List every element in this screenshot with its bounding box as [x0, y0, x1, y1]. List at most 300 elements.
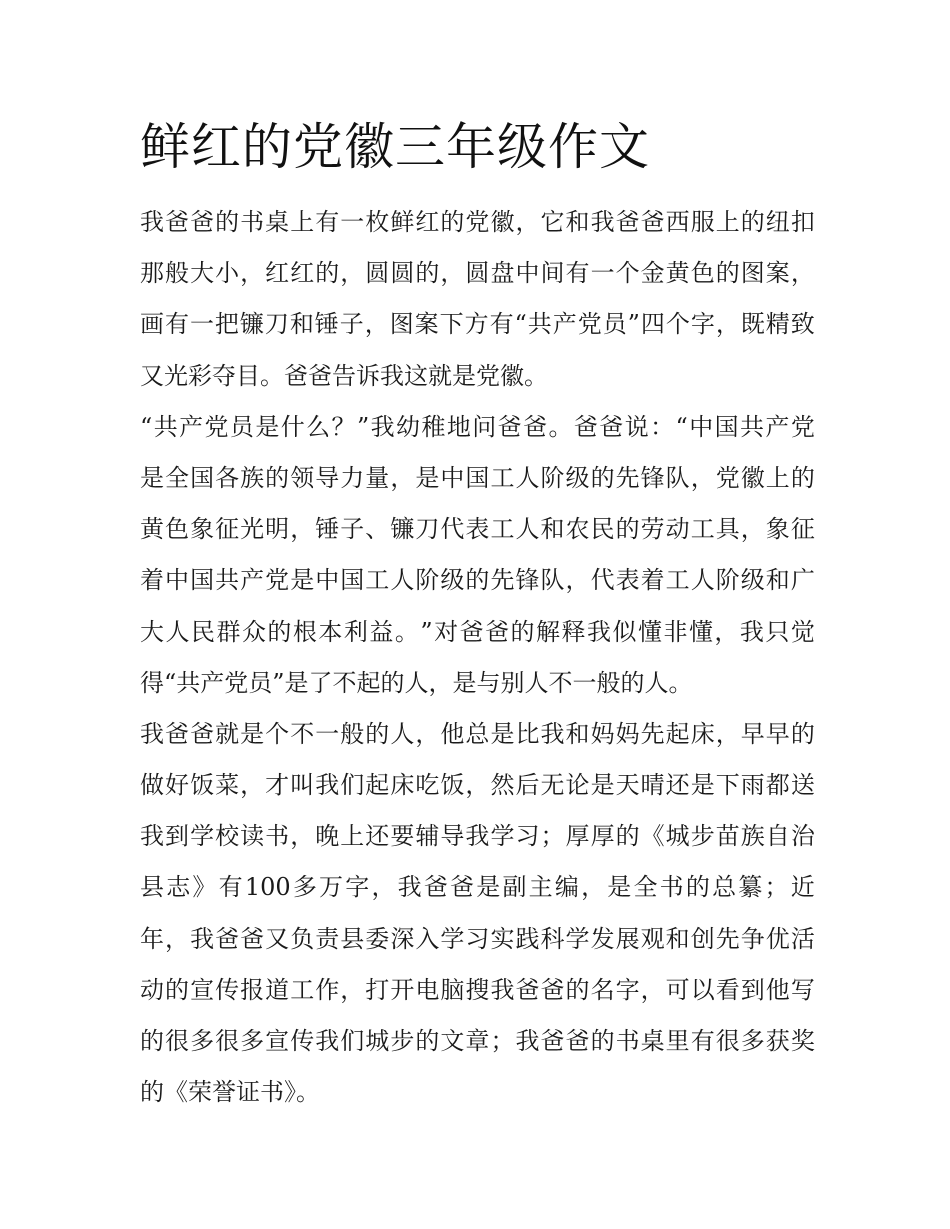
line-glyph: 全	[165, 463, 190, 492]
essay-body	[140, 197, 815, 1118]
line-glyph: 共	[215, 566, 240, 595]
line-glyph: 似	[612, 617, 637, 646]
text-line	[140, 1016, 815, 1067]
line-glyph: 人	[515, 463, 540, 492]
line-glyph: 具	[715, 515, 740, 544]
line-glyph: 刀	[264, 310, 289, 339]
text-line	[140, 197, 815, 248]
line-glyph: 书	[265, 822, 290, 851]
line-glyph: 红	[290, 259, 315, 288]
text-line	[140, 760, 815, 811]
line-glyph: 不	[290, 719, 315, 748]
line-glyph: 争	[740, 924, 765, 953]
line-glyph: 既	[740, 310, 765, 339]
line-glyph: 书	[240, 208, 265, 236]
line-glyph: 科	[540, 924, 565, 953]
line-glyph: 员	[229, 412, 254, 441]
line-glyph: 看	[715, 975, 740, 1004]
line-glyph: 党	[577, 310, 602, 339]
line-glyph: 爸	[515, 975, 540, 1004]
line-glyph: 他	[440, 719, 465, 748]
line-glyph: 爸	[450, 873, 475, 902]
line-glyph: 上	[340, 822, 365, 851]
line-glyph: ？	[331, 412, 356, 441]
line-glyph: 色	[690, 259, 715, 288]
line-glyph: 中	[165, 566, 190, 595]
line-glyph: 它	[540, 208, 565, 236]
line-glyph: 搜	[465, 975, 490, 1004]
line-glyph: 中	[440, 463, 465, 492]
line-glyph: 学	[440, 924, 465, 953]
line-glyph: ，	[790, 259, 815, 288]
line-glyph: 传	[215, 975, 240, 1004]
line-glyph: 服	[690, 208, 715, 236]
line-glyph: 的	[510, 617, 535, 646]
line-glyph: 我	[370, 412, 395, 441]
line-glyph: ，	[515, 208, 540, 236]
line-glyph: 城	[665, 822, 690, 851]
line-glyph: 方	[464, 310, 489, 339]
line-glyph: 小	[215, 259, 240, 288]
line-glyph: 间	[540, 259, 565, 288]
line-glyph: 纽	[765, 208, 790, 236]
line-glyph: 字	[345, 873, 370, 902]
line-glyph: 党	[265, 566, 290, 595]
line-glyph: 委	[365, 924, 390, 953]
line-glyph: 先	[615, 463, 640, 492]
line-glyph: 治	[790, 822, 815, 851]
line-glyph: 无	[540, 771, 565, 800]
line-glyph: 动	[140, 975, 164, 1004]
line-glyph: 创	[690, 924, 715, 953]
line-glyph: 子	[340, 515, 365, 544]
line-glyph: 们	[340, 771, 365, 800]
line-glyph: 送	[790, 771, 815, 800]
line-glyph: 和	[540, 515, 565, 544]
line-glyph: 然	[490, 771, 515, 800]
line-glyph: 子	[339, 310, 364, 339]
line-glyph: 副	[502, 873, 527, 902]
line-glyph: 劳	[640, 515, 665, 544]
line-glyph: 们	[340, 1027, 365, 1055]
line-glyph: 宣	[190, 975, 215, 1004]
line-glyph: 上	[765, 463, 790, 492]
line-glyph: 早	[765, 719, 790, 748]
line-glyph: 国	[340, 566, 365, 595]
line-glyph: 共	[527, 310, 552, 339]
line-glyph: 以	[690, 975, 715, 1004]
line-glyph: ，	[364, 310, 389, 339]
line-glyph: 群	[216, 617, 241, 646]
line-glyph: 圆	[465, 259, 490, 288]
line-glyph: 徽	[490, 208, 515, 236]
line-glyph: 我	[140, 719, 164, 748]
line-glyph: “	[140, 412, 153, 441]
line-glyph: ；	[764, 873, 789, 902]
line-glyph: 是	[690, 771, 715, 800]
line-glyph: 先	[640, 719, 665, 748]
line-glyph: 爸	[615, 208, 640, 236]
line-glyph: 奖	[790, 1027, 815, 1055]
line-glyph: 《	[640, 822, 665, 851]
line-glyph: 的	[165, 975, 190, 1004]
line-glyph: 后	[515, 771, 540, 800]
line-glyph: 。	[548, 412, 573, 441]
line-glyph: 是	[140, 463, 164, 492]
line-glyph: 多	[740, 1027, 765, 1055]
line-glyph: 个	[615, 259, 640, 288]
line-text: 的《荣誉证书》。	[140, 1078, 320, 1107]
line-glyph: 近	[790, 873, 815, 902]
line-glyph: 早	[740, 719, 765, 748]
line-glyph: 爸	[573, 412, 598, 441]
line-glyph: 编	[554, 873, 579, 902]
line-glyph: 展	[615, 924, 640, 953]
line-glyph: 本	[318, 617, 343, 646]
line-glyph: 天	[615, 771, 640, 800]
line-glyph: 章	[465, 1027, 490, 1055]
line-glyph: 就	[215, 719, 240, 748]
line-glyph: 实	[490, 924, 515, 953]
line-glyph: 么	[306, 412, 331, 441]
line-glyph: 我	[590, 208, 615, 236]
text-line	[140, 351, 815, 402]
line-glyph: 和	[565, 719, 590, 748]
line-glyph: 的	[615, 515, 640, 544]
line-glyph: 对	[434, 617, 459, 646]
line-glyph: 中	[689, 412, 714, 441]
line-glyph: 有	[565, 259, 590, 288]
line-glyph: 总	[465, 719, 490, 748]
line-glyph: 党	[465, 208, 490, 236]
line-glyph: 一	[189, 310, 214, 339]
line-glyph: 菜	[215, 771, 240, 800]
line-glyph: 鲜	[390, 208, 415, 236]
text-line	[140, 607, 815, 658]
line-glyph: 道	[265, 975, 290, 1004]
text-line	[140, 402, 815, 453]
line-glyph: 的	[740, 208, 765, 236]
line-glyph: 阶	[715, 566, 740, 595]
line-glyph: 镰	[239, 310, 264, 339]
line-glyph: 电	[415, 975, 440, 1004]
line-glyph: 的	[365, 719, 390, 748]
line-glyph: 领	[290, 463, 315, 492]
line-glyph: 问	[472, 412, 497, 441]
line-glyph: 队	[540, 566, 565, 595]
line-glyph: 图	[740, 259, 765, 288]
line-glyph: 到	[740, 975, 765, 1004]
line-glyph: 懂	[637, 617, 662, 646]
line-glyph: 中	[515, 259, 540, 288]
line-glyph: 黄	[665, 259, 690, 288]
line-glyph: 级	[440, 566, 465, 595]
line-glyph: 西	[665, 208, 690, 236]
line-glyph: 工	[365, 566, 390, 595]
line-glyph: 众	[241, 617, 266, 646]
line-glyph: ，	[340, 259, 365, 288]
line-glyph: 队	[665, 463, 690, 492]
line-glyph: 爸	[165, 719, 190, 748]
line-glyph: 脑	[440, 975, 465, 1004]
line-glyph: 纂	[738, 873, 763, 902]
line-glyph: 锤	[314, 310, 339, 339]
line-glyph: 下	[439, 310, 464, 339]
line-glyph: 爸	[540, 975, 565, 1004]
line-glyph: ：	[650, 412, 675, 441]
line-glyph: 个	[665, 310, 690, 339]
line-glyph: 着	[140, 566, 164, 595]
line-glyph: 黄	[140, 515, 164, 544]
line-glyph: 工	[490, 463, 515, 492]
line-glyph: 族	[240, 463, 265, 492]
line-glyph: 精	[765, 310, 790, 339]
line-glyph: 很	[715, 1027, 740, 1055]
line-glyph: 上	[290, 208, 315, 236]
line-glyph: 产	[552, 310, 577, 339]
text-line	[140, 658, 815, 709]
line-glyph: 只	[765, 617, 790, 646]
line-glyph: 的	[615, 822, 640, 851]
line-glyph: 他	[765, 975, 790, 1004]
line-glyph: ，	[440, 259, 465, 288]
line-glyph: ，	[290, 822, 315, 851]
line-glyph: ，	[165, 924, 190, 953]
line-glyph: 益	[369, 617, 394, 646]
line-glyph: 习	[465, 924, 490, 953]
line-glyph: 共	[740, 412, 764, 441]
line-glyph: ，	[390, 463, 415, 492]
line-glyph: 国	[190, 566, 215, 595]
line-glyph: 文	[440, 1027, 465, 1055]
line-glyph: 根	[292, 617, 317, 646]
line-glyph: 我	[140, 822, 164, 851]
line-glyph: 征	[790, 515, 815, 544]
line-glyph: 的	[440, 208, 465, 236]
line-glyph: 光	[240, 515, 265, 544]
line-glyph: 书	[659, 873, 684, 902]
line-glyph: 习	[515, 822, 540, 851]
line-glyph: 辅	[415, 822, 440, 851]
line-glyph: 是	[415, 463, 440, 492]
line-glyph: ，	[640, 975, 665, 1004]
line-glyph: 的	[590, 463, 615, 492]
line-glyph: 妈	[590, 719, 615, 748]
line-glyph: 还	[365, 822, 390, 851]
line-glyph: 名	[590, 975, 615, 1004]
line-glyph: 爸	[599, 412, 624, 441]
line-glyph: 是	[290, 566, 315, 595]
line-glyph: 导	[315, 463, 340, 492]
line-glyph: 盘	[490, 259, 515, 288]
line-glyph: 县	[340, 924, 365, 953]
line-glyph: 国	[714, 412, 739, 441]
line-glyph: ，	[340, 975, 365, 1004]
line-glyph: 明	[265, 515, 290, 544]
line-glyph: 写	[790, 975, 815, 1004]
line-glyph: 校	[215, 822, 240, 851]
line-glyph: 幼	[396, 412, 421, 441]
line-glyph: ”	[627, 310, 640, 339]
line-glyph: 比	[515, 719, 540, 748]
line-glyph: 国	[190, 463, 215, 492]
line-glyph: 着	[640, 566, 665, 595]
line-glyph: 致	[790, 310, 815, 339]
text-line	[140, 453, 815, 504]
text-line	[140, 299, 815, 350]
line-glyph: 。	[394, 617, 419, 646]
line-glyph: 爸	[497, 412, 522, 441]
line-glyph: ，	[690, 463, 715, 492]
line-glyph: 有	[690, 1027, 715, 1055]
line-glyph: 县	[140, 873, 164, 902]
line-glyph: 和	[765, 566, 790, 595]
line-glyph: ，	[581, 873, 606, 902]
line-glyph: 扣	[790, 208, 815, 236]
line-glyph: 产	[179, 412, 204, 441]
line-glyph: 的	[790, 719, 815, 748]
line-glyph: 的	[140, 1027, 164, 1055]
line-glyph: 是	[476, 873, 501, 902]
text-line	[140, 862, 815, 913]
line-glyph: 传	[290, 1027, 315, 1055]
line-glyph: 人	[390, 566, 415, 595]
line-glyph: 色	[165, 515, 190, 544]
line-glyph: 晴	[640, 771, 665, 800]
line-glyph: 党	[790, 412, 815, 441]
line-glyph: 稚	[421, 412, 446, 441]
line-glyph: 级	[565, 463, 590, 492]
line-glyph: 锋	[640, 463, 665, 492]
line-glyph: 很	[215, 1027, 240, 1055]
line-glyph: 爸	[165, 208, 190, 236]
line-glyph: ，	[715, 310, 740, 339]
line-glyph: 的	[465, 566, 490, 595]
line-glyph: 床	[390, 771, 415, 800]
line-glyph: 多	[240, 1027, 265, 1055]
line-glyph: 的	[590, 1027, 615, 1055]
line-glyph: 般	[340, 719, 365, 748]
line-glyph: 中	[315, 566, 340, 595]
line-glyph: 学	[565, 924, 590, 953]
line-glyph: 好	[165, 771, 190, 800]
line-glyph: 100	[244, 873, 291, 902]
line-glyph: 征	[215, 515, 240, 544]
line-glyph: 我	[190, 924, 215, 953]
line-glyph: 入	[415, 924, 440, 953]
line-glyph: ，	[465, 771, 490, 800]
line-glyph: 人	[390, 719, 415, 748]
line-glyph: 案	[414, 310, 439, 339]
line-glyph: 开	[390, 975, 415, 1004]
line-glyph: 人	[165, 617, 190, 646]
line-glyph: 镰	[390, 515, 415, 544]
line-glyph: 爸	[459, 617, 484, 646]
line-glyph: 刀	[415, 515, 440, 544]
line-glyph: 我	[315, 771, 340, 800]
line-glyph: 、	[365, 515, 390, 544]
line-glyph: 我	[397, 873, 422, 902]
line-glyph: 的	[315, 259, 340, 288]
line-glyph: 先	[715, 924, 740, 953]
line-glyph: 全	[633, 873, 658, 902]
line-glyph: 我	[515, 1027, 540, 1055]
line-glyph: 发	[590, 924, 615, 953]
line-glyph: 吃	[415, 771, 440, 800]
line-glyph: 代	[590, 566, 615, 595]
line-glyph: 一	[590, 259, 615, 288]
line-glyph: 爸	[565, 1027, 590, 1055]
line-glyph: 民	[590, 515, 615, 544]
line-text: 得“共产党员”是了不起的人，是与别人不一般的人。	[140, 668, 693, 697]
line-glyph: 和	[665, 924, 690, 953]
line-glyph: 爸	[190, 719, 215, 748]
line-glyph: 起	[665, 719, 690, 748]
line-text: 又光彩夺目。爸爸告诉我这就是党徽。	[140, 361, 548, 390]
line-glyph: ；	[490, 1027, 515, 1055]
line-glyph: 产	[765, 412, 790, 441]
line-glyph: 象	[765, 515, 790, 544]
line-glyph: 的	[685, 873, 710, 902]
line-glyph: 观	[640, 924, 665, 953]
line-glyph: 产	[240, 566, 265, 595]
line-glyph: 做	[140, 771, 164, 800]
line-glyph: 下	[715, 771, 740, 800]
line-glyph: 是	[590, 771, 615, 800]
line-glyph: 雨	[740, 771, 765, 800]
line-glyph: 的	[790, 463, 815, 492]
line-glyph: 般	[165, 259, 190, 288]
line-glyph: 步	[690, 822, 715, 851]
line-glyph: 我	[587, 617, 611, 646]
text-line	[140, 965, 815, 1016]
line-glyph: 党	[204, 412, 229, 441]
line-glyph: 厚	[565, 822, 590, 851]
line-glyph: 都	[765, 771, 790, 800]
line-glyph: 才	[265, 771, 290, 800]
line-glyph: 》	[192, 873, 217, 902]
line-glyph: ，	[715, 719, 740, 748]
line-glyph: 爸	[523, 412, 548, 441]
line-glyph: 共	[153, 412, 178, 441]
line-glyph: 要	[390, 822, 415, 851]
line-glyph: 锤	[315, 515, 340, 544]
line-glyph: 锋	[515, 566, 540, 595]
line-glyph: 总	[712, 873, 737, 902]
text-line	[140, 709, 815, 760]
line-glyph: ，	[290, 515, 315, 544]
line-glyph: “	[514, 310, 527, 339]
line-glyph: 红	[265, 259, 290, 288]
line-glyph: 饭	[440, 771, 465, 800]
line-glyph: 一	[315, 719, 340, 748]
line-glyph: 工	[690, 515, 715, 544]
line-glyph: 地	[446, 412, 471, 441]
line-glyph: ，	[371, 873, 396, 902]
text-line	[140, 504, 815, 555]
line-glyph: 枚	[365, 208, 390, 236]
line-glyph: 叫	[290, 771, 315, 800]
line-glyph: 图	[389, 310, 414, 339]
line-glyph: 大	[190, 259, 215, 288]
line-glyph: 学	[490, 822, 515, 851]
line-glyph: 画	[140, 310, 164, 339]
line-glyph: 是	[490, 719, 515, 748]
line-glyph: 表	[615, 566, 640, 595]
line-glyph: 爸	[640, 208, 665, 236]
line-glyph: 人	[515, 515, 540, 544]
line-glyph: 工	[490, 515, 515, 544]
